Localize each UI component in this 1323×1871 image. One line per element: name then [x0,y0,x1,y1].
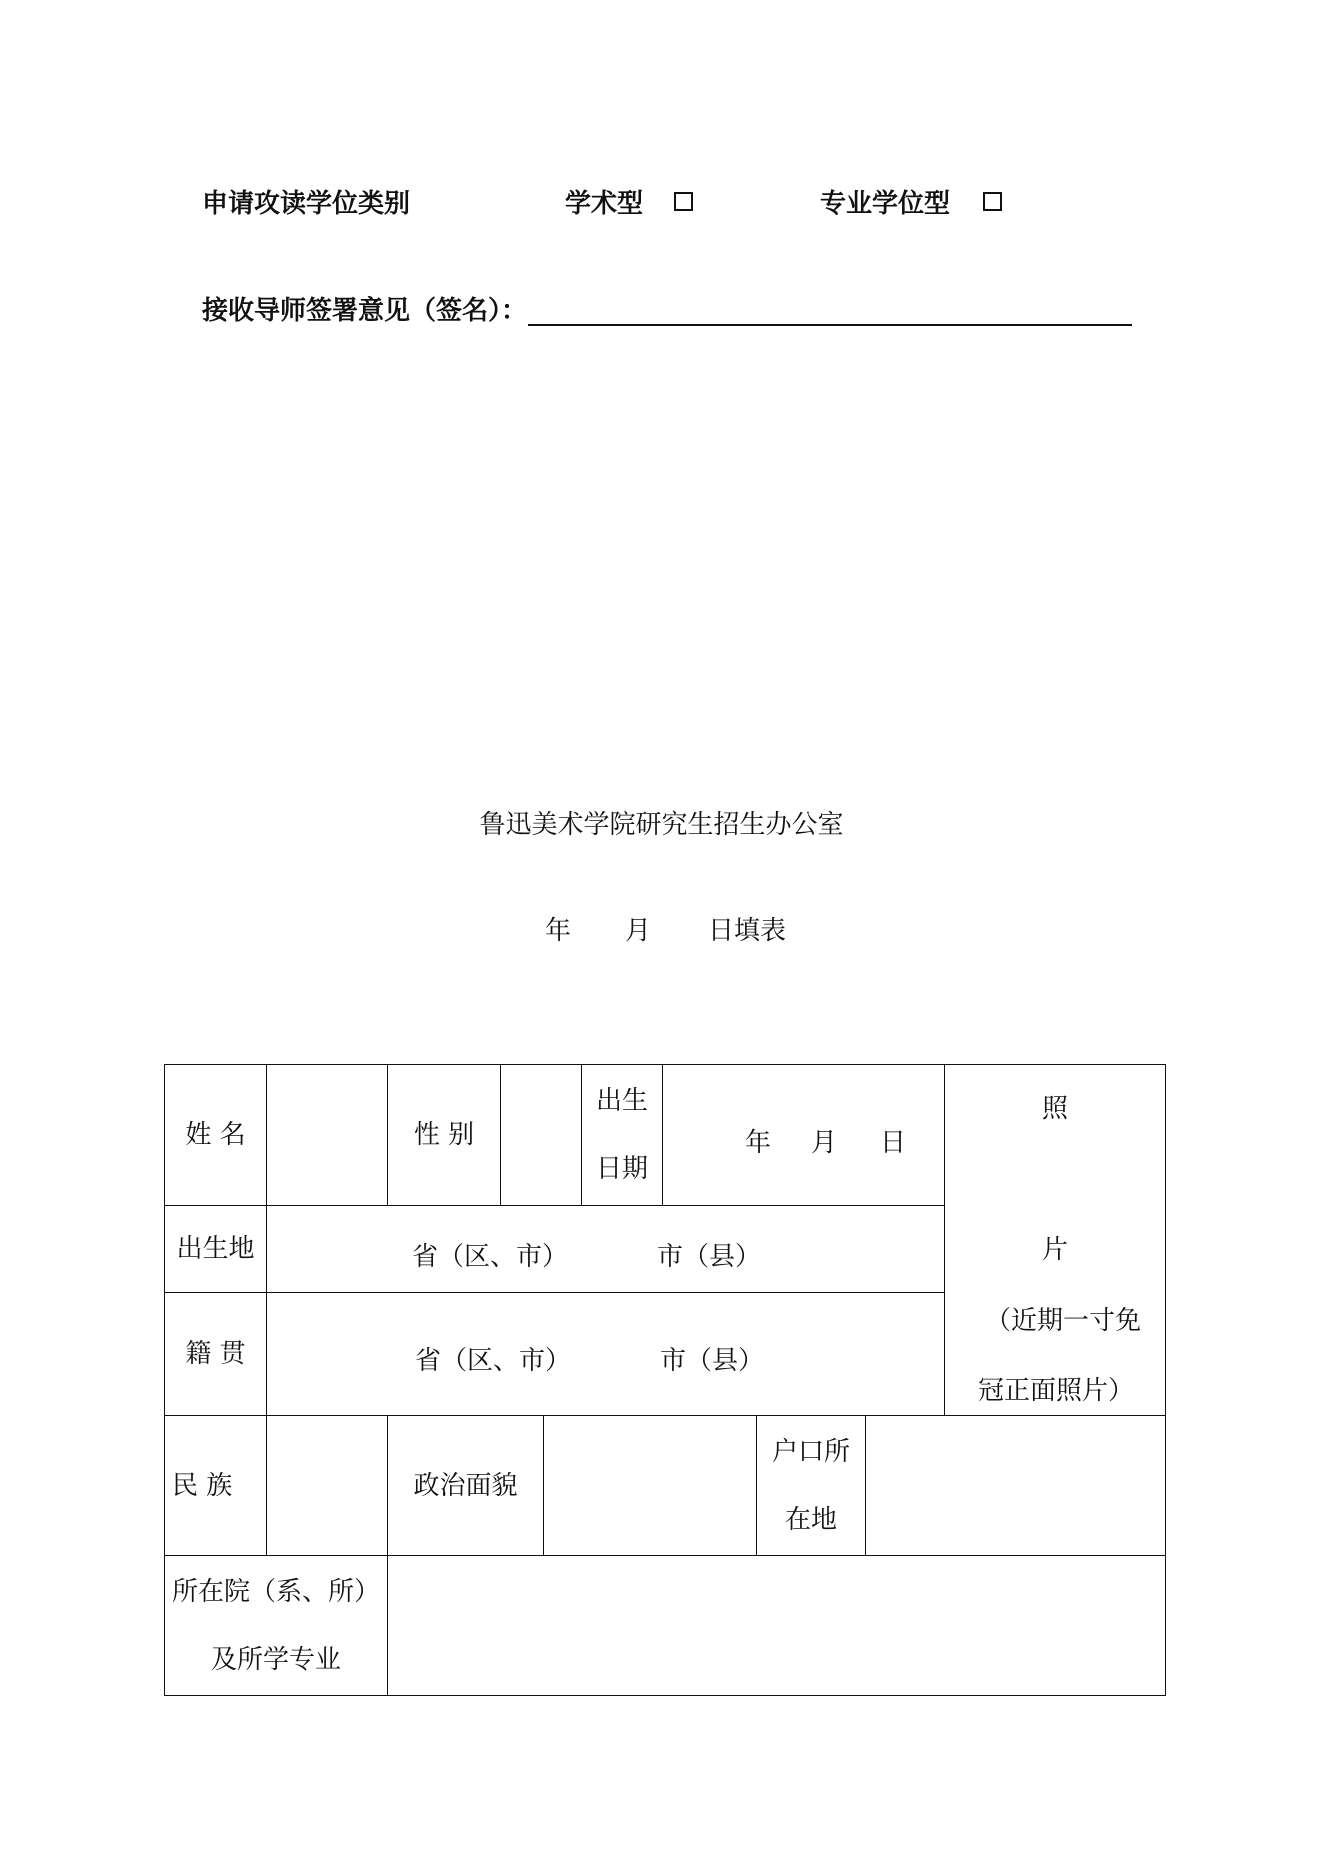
academic-option-label: 学术型 [565,189,644,219]
political-input-cell[interactable] [543,1415,757,1556]
photo-label-2: 片 [1042,1235,1069,1265]
native-city: 市（县） [660,1346,765,1376]
birth-day-label: 日 [880,1128,907,1158]
photo-note-2: 冠正面照片） [978,1376,1135,1406]
birth-month-label: 月 [811,1128,838,1158]
hukou-label [756,1415,866,1556]
hukou-label-line2: 在地 [784,1504,837,1535]
birthdate-label-line1: 出生 [595,1086,648,1116]
dept-input-cell[interactable] [387,1555,1166,1696]
gender-label: 性 别 [413,1120,475,1150]
dept-label-line1: 所在院（系、所） [171,1576,380,1607]
professional-option-label: 专业学位型 [820,189,951,219]
birthdate-label-line2: 日期 [595,1154,648,1184]
birthdate-label [581,1064,663,1206]
academic-checkbox[interactable] [674,192,693,211]
birthplace-label: 出生地 [176,1234,255,1264]
fill-month: 月 [625,916,652,946]
name-label: 姓 名 [185,1120,246,1150]
native-province: 省（区、市） [415,1346,572,1376]
professional-checkbox[interactable] [983,192,1002,211]
photo-note-1: （近期一寸免 [985,1306,1142,1336]
birthplace-city: 市（县） [657,1242,762,1272]
fill-year: 年 [545,916,572,946]
hukou-input-cell[interactable] [865,1415,1166,1556]
advisor-signature-label: 接收导师签署意见（签名）： [202,296,528,326]
birthplace-province: 省（区、市） [412,1242,569,1272]
dept-label [164,1555,388,1696]
birthplace-input-cell[interactable] [266,1205,945,1293]
name-input-cell[interactable] [266,1064,388,1206]
advisor-signature-line[interactable] [528,324,1132,326]
degree-type-label: 申请攻读学位类别 [202,189,411,219]
gender-input-cell[interactable] [500,1064,582,1206]
political-label: 政治面貌 [413,1470,518,1501]
native-input-cell[interactable] [266,1292,945,1416]
dept-label-line2: 及所学专业 [210,1644,341,1675]
photo-label-1: 照 [1042,1094,1069,1124]
ethnic-label: 民 族 [172,1470,233,1501]
ethnic-input-cell[interactable] [266,1415,388,1556]
hukou-label-line1: 户口所 [771,1436,850,1467]
native-label: 籍 贯 [185,1339,246,1369]
fill-day: 日填表 [708,916,787,946]
birth-year-label: 年 [745,1128,772,1158]
office-name: 鲁迅美术学院研究生招生办公室 [479,810,844,840]
